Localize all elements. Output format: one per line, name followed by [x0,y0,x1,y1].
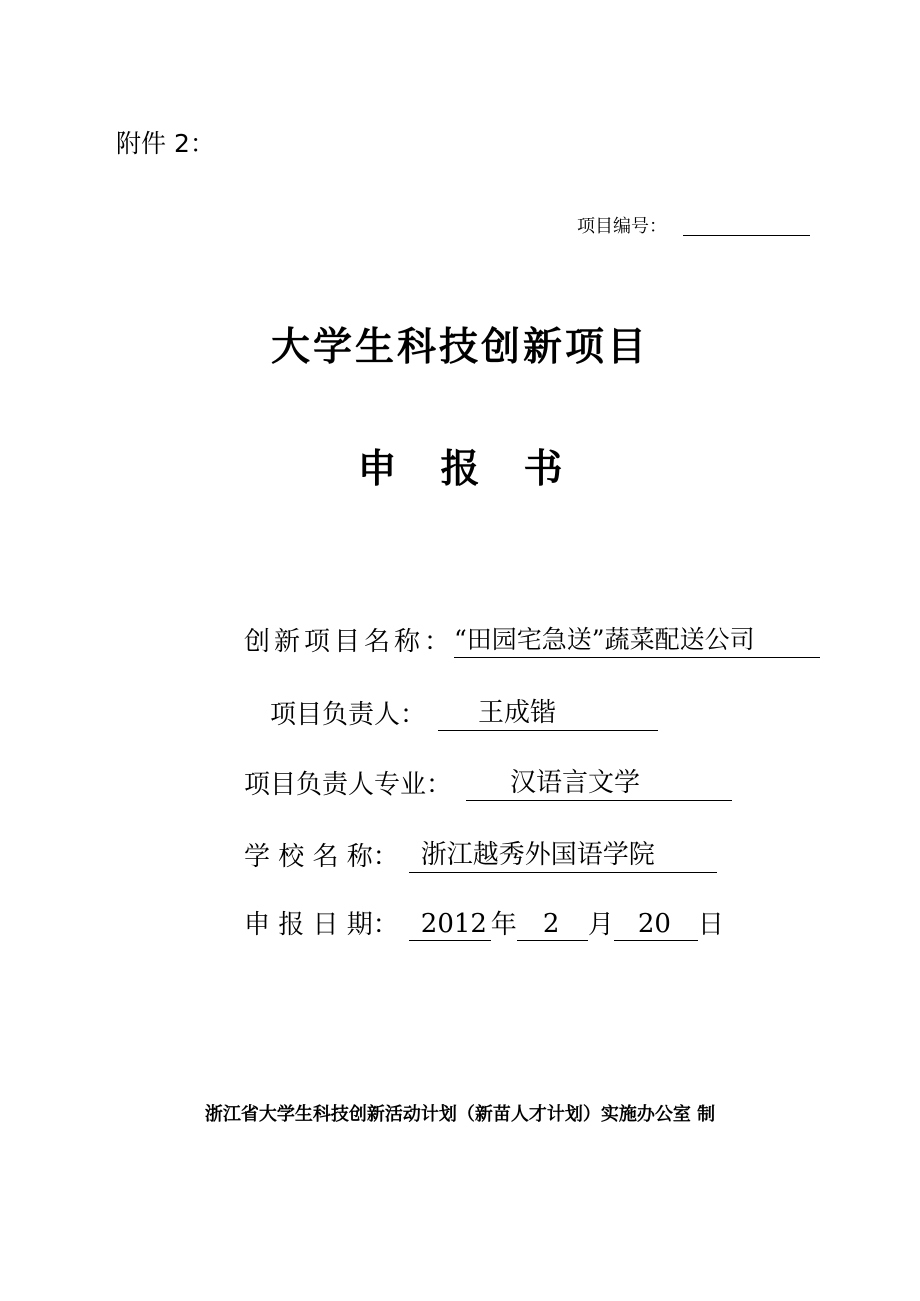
date-month-unit: 月 [587,910,614,940]
project-name-row [244,620,820,658]
date-month-value[interactable]: 2 [517,909,588,941]
document-title: 大学生科技创新项目 [270,325,649,370]
major-row [244,762,732,801]
leader-row [270,692,658,731]
leader-label: 项目负责人： [270,700,427,730]
document-subtitle: 申报书 [357,447,607,492]
date-year-unit: 年 [490,910,517,940]
school-value[interactable]: 浙江越秀外国语学院 [409,834,717,873]
date-row [244,904,724,941]
major-label: 项目负责人专业： [244,770,453,800]
project-number-label: 项目编号： [577,216,667,237]
project-name-value[interactable]: “田园宅急送”蔬菜配送公司 [454,620,820,658]
school-label: 学 校 名 称： [244,842,399,872]
date-year-value[interactable]: 2012 [409,909,491,941]
leader-value[interactable]: 王成锴 [438,692,658,731]
attachment-label: 附件 2： [116,129,215,158]
issuer-footer: 浙江省大学生科技创新活动计划（新苗人才计划）实施办公室 制 [204,1104,716,1125]
date-day-value[interactable]: 20 [614,909,698,941]
project-number-field[interactable] [683,235,810,236]
project-name-label: 创新项目名称： [244,627,455,657]
school-row [244,834,717,873]
date-label: 申 报 日 期： [244,910,399,940]
date-day-unit: 日 [697,910,724,940]
major-value[interactable]: 汉语言文学 [466,762,732,801]
